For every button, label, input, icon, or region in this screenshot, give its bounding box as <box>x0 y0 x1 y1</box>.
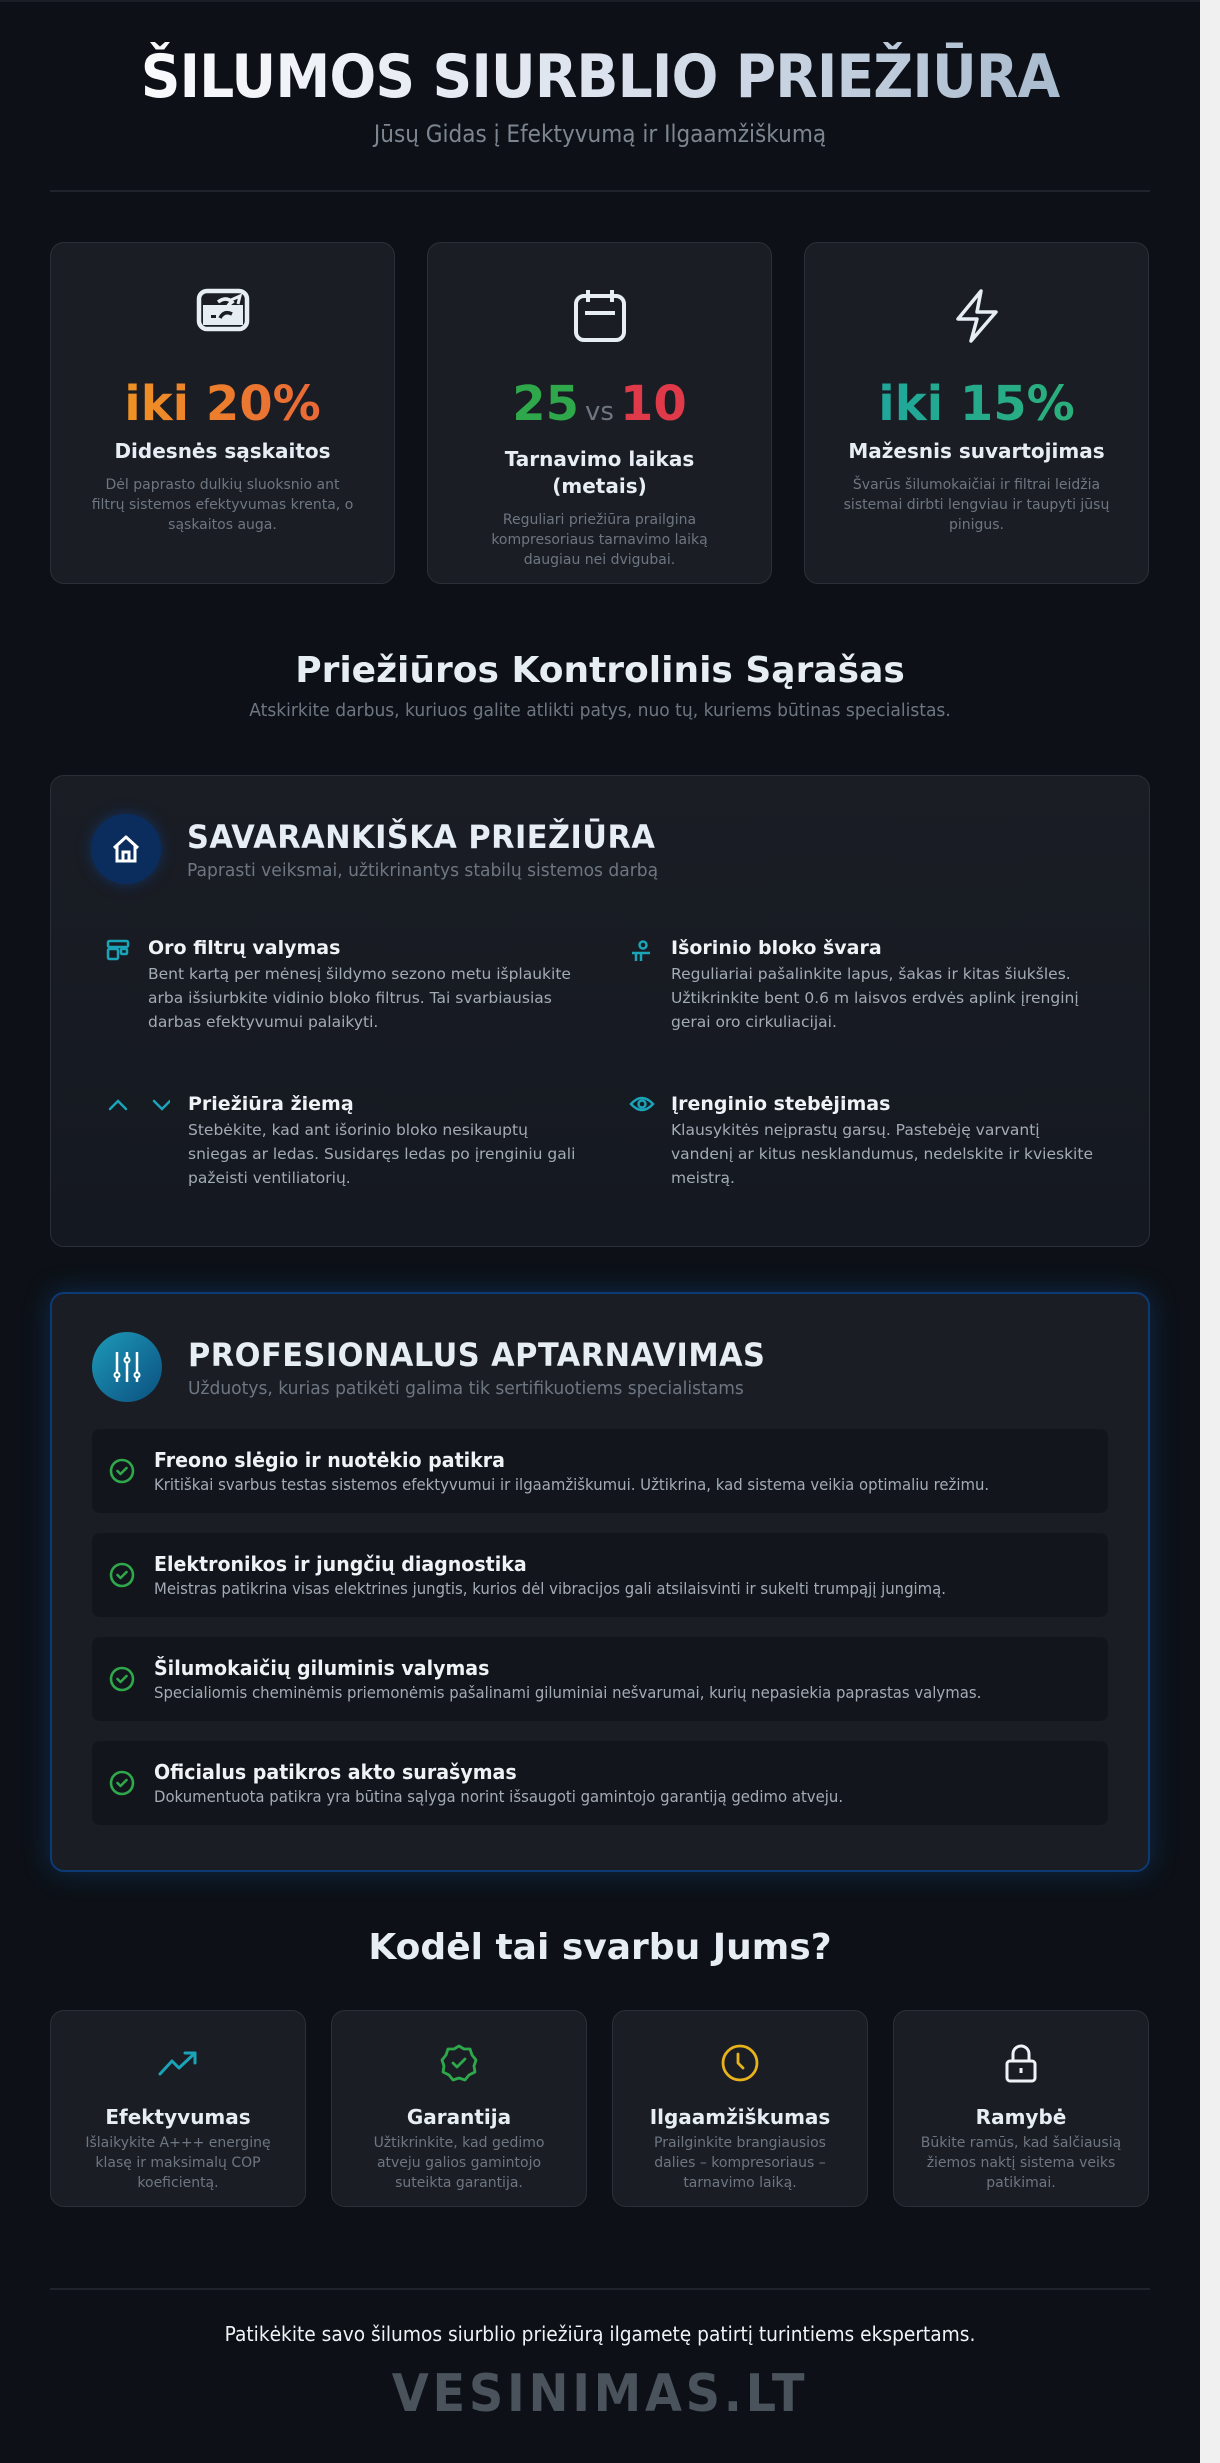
why-card-efficiency <box>50 2010 306 2207</box>
page-subtitle: Jūsų Gidas į Efektyvumą ir Ilgaamžiškumą <box>373 120 827 148</box>
filter-icon <box>106 939 130 961</box>
panel-subtitle: Užduotys, kurias patikėti galima tik sertifikuotiems specialistams <box>188 1377 744 1399</box>
task-title: Išorinio bloko švara <box>671 937 882 959</box>
pro-task-title: Freono slėgio ir nuotėkio patikra <box>154 1448 505 1472</box>
why-card-desc: Išlaikykite A+++ energinę klasę ir maksimalų COP koeficientą. <box>85 2135 271 2191</box>
why-card-title: Ramybė <box>975 2105 1067 2129</box>
calendar-icon <box>573 288 627 342</box>
vs-label: vs <box>585 397 614 427</box>
pro-task-item <box>92 1741 1108 1825</box>
why-title: Kodėl tai svarbu Jums? <box>368 1927 832 1968</box>
pro-task-desc: Kritiškai svarbus testas sistemos efektyvumui ir ilgaamžiškumui. Užtikrina, kad sistema veikia optimaliu režimu. <box>154 1475 990 1494</box>
pro-task-title: Oficialus patikros akto surašymas <box>154 1760 517 1784</box>
panel-title: SAVARANKIŠKA PRIEŽIŪRA <box>187 817 656 856</box>
checklist-subtitle: Atskirkite darbus, kuriuos galite atlikti patys, nuo tų, kuriems būtinas specialistas. <box>249 700 951 721</box>
stat-card-lifetime <box>427 242 772 584</box>
stat-label: Didesnės sąskaitos <box>114 439 331 463</box>
pro-task-title: Elektronikos ir jungčių diagnostika <box>154 1552 527 1576</box>
why-card-desc: Prailginkite brangiausios dalies – kompresoriaus – tarnavimo laiką. <box>654 2135 826 2191</box>
pro-task-desc: Dokumentuota patikra yra būtina sąlyga norint išsaugoti gamintojo garantiją gedimo atveju. <box>154 1787 844 1806</box>
header-divider <box>50 190 1150 192</box>
why-card-title: Efektyvumas <box>105 2105 251 2129</box>
stat-label: Mažesnis suvartojimas <box>848 439 1105 463</box>
checklist-title: Priežiūros Kontrolinis Sąrašas <box>295 650 905 691</box>
task-title: Oro filtrų valymas <box>148 937 341 959</box>
check-circle-icon <box>108 1665 136 1693</box>
task-title: Įrenginio stebėjimas <box>671 1093 891 1115</box>
footer-text: Patikėkite savo šilumos siurblio priežiūrą ilgametę patirtį turintiems ekspertams. <box>224 2322 976 2346</box>
task-desc: Stebėkite, kad ant išorinio bloko nesikauptų sniegas ar ledas. Susidaręs ledas po įrenginiu gali pažeisti ventiliatorių. <box>188 1121 576 1187</box>
house-badge <box>91 814 161 884</box>
why-card-title: Garantija <box>406 2105 512 2129</box>
task-desc: Bent kartą per mėnesį šildymo sezono metu išplaukite arba išsiurbkite vidinio bloko filtrus. Tai svarbiausias darbas efektyvumui palaikyti. <box>148 965 571 1031</box>
pro-task-desc: Meistras patikrina visas elektrines jungtis, kurios dėl vibracijos gali atsilaisvinti ir sukelti trumpąjį jungimą. <box>154 1579 946 1598</box>
stat-desc: Švarūs šilumokaičiai ir filtrai leidžia sistemai dirbti lengviau ir taupyti jūsų pinigus. <box>843 477 1110 533</box>
why-card-desc: Užtikrinkite, kad gedimo atveju galios gamintojo suteikta garantija. <box>373 2135 545 2191</box>
panel-header <box>91 814 683 884</box>
why-card-peace <box>893 2010 1149 2207</box>
pro-task-desc: Specialiomis cheminėmis priemonėmis pašalinami giluminiai nešvarumai, kurių nepasiekia paprastas valymas. <box>154 1683 982 1702</box>
trending-up-icon <box>158 2049 198 2077</box>
check-circle-icon <box>108 1769 136 1797</box>
pro-task-title: Šilumokaičių giluminis valymas <box>154 1656 490 1680</box>
stat-desc: Reguliari priežiūra prailgina kompresoriaus tarnavimo laiką daugiau nei dvigubai. <box>491 512 708 568</box>
task-item <box>629 1092 1099 1190</box>
house-icon <box>110 833 142 865</box>
panel-header <box>92 1332 796 1402</box>
professional-service-panel <box>50 1292 1150 1872</box>
task-desc: Klausykitės neįprastų garsų. Pastebėję varvantį vandenį ar kitus nesklandumus, nedelskite ir kvieskite meistrą. <box>671 1121 1093 1187</box>
footer-divider <box>50 2288 1150 2290</box>
stat-card-consumption <box>804 242 1149 584</box>
pro-task-item <box>92 1637 1108 1721</box>
panel-title: PROFESIONALUS APTARNAVIMAS <box>188 1335 766 1374</box>
sliders-icon <box>112 1350 142 1384</box>
why-row <box>50 2010 1150 2207</box>
lightning-icon <box>950 288 1004 344</box>
eye-icon <box>629 1095 655 1113</box>
stat-label: Tarnavimo laikas (metais) <box>504 447 695 498</box>
stat-value-compare <box>428 376 771 440</box>
stat-desc: Dėl paprasto dulkių sluoksnio ant filtrų sistemos efektyvumas krenta, o sąskaitos auga. <box>91 477 354 533</box>
why-card-desc: Būkite ramūs, kad šalčiausią žiemos naktį sistema veiks patikimai. <box>920 2135 1122 2191</box>
stat-value-good: 25 <box>512 376 580 432</box>
pro-task-item <box>92 1429 1108 1513</box>
task-item <box>629 936 1099 1034</box>
stats-row <box>50 242 1150 584</box>
task-item <box>106 936 576 1034</box>
lock-icon <box>1003 2042 1039 2084</box>
badge-check-icon <box>439 2043 479 2083</box>
brand-logo[interactable]: VESINIMAS.LT <box>391 2364 809 2424</box>
check-circle-icon <box>108 1457 136 1485</box>
check-circle-icon <box>108 1561 136 1589</box>
self-maintenance-panel <box>50 775 1150 1247</box>
panel-subtitle: Paprasti veiksmai, užtikrinantys stabilų sistemos darbą <box>187 859 659 881</box>
why-card-warranty <box>331 2010 587 2207</box>
bill-icon <box>196 288 250 332</box>
chevrons-icon <box>106 1095 170 1115</box>
person-cleaning-icon <box>629 939 653 963</box>
sliders-badge <box>92 1332 162 1402</box>
page-title: ŠILUMOS SIURBLIO PRIEŽIŪRA <box>48 42 1152 112</box>
task-desc: Reguliariai pašalinkite lapus, šakas ir kitas šiukšles. Užtikrinkite bent 0.6 m laisvos erdvės aplink įrenginį gerai oro cirkuliacijai. <box>671 965 1079 1031</box>
pro-task-item <box>92 1533 1108 1617</box>
stat-value: iki 20% <box>51 376 394 432</box>
task-title: Priežiūra žiemą <box>188 1093 354 1115</box>
task-item <box>106 1092 576 1190</box>
clock-icon <box>720 2043 760 2083</box>
stat-value: iki 15% <box>805 376 1148 432</box>
why-card-title: Ilgaamžiškumas <box>649 2105 831 2129</box>
stat-value-bad: 10 <box>619 376 687 432</box>
stat-card-bills <box>50 242 395 584</box>
why-card-longevity <box>612 2010 868 2207</box>
